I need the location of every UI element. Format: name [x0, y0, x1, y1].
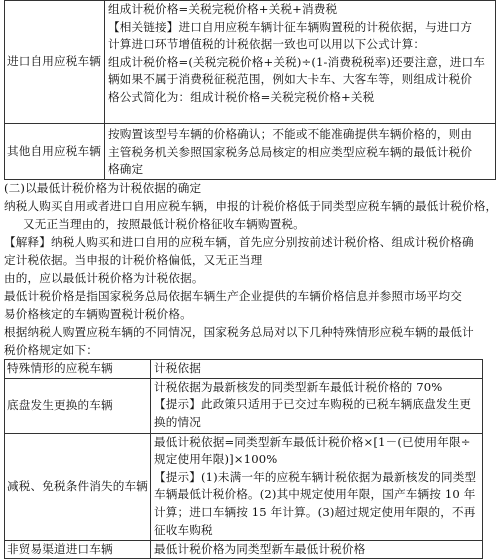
text-line: 主管税务机关参照国家税务总局核定的相应类型应税车辆的最低计税价 — [108, 144, 473, 159]
row-content-exemption — [151, 433, 483, 540]
text-line: 计算；进口车辆按 15 年计算。(3)超过规定使用年限的，不再 — [154, 504, 476, 519]
text-line: 【提示】此政策只适用于已交过车购税的已税车辆底盘发生更 — [154, 397, 472, 412]
paragraph-line: 易价格核定的车辆购置税计税价格。 — [4, 307, 192, 321]
paragraph-line: 根据纳税人购置应税车辆的不同情况，国家税务总局对以下几种特殊情形应税车辆的最低计 — [4, 325, 474, 339]
paragraph-line: 【解释】纳税人购买和进口自用的应税车辆，首先应分别按前述计税价格、组成计税价格确 — [4, 235, 474, 249]
special-vehicle-min-price-table — [4, 359, 483, 559]
header-vehicle-type: 特殊情形的应税车辆 — [5, 360, 151, 379]
text-line: 最低计税依据=同类型新车最低计税价格×[1－(已使用年限÷ — [154, 434, 471, 449]
text-line: 征收车购税 — [154, 522, 213, 537]
text-line: 辆如果不属于消费税征税范围，例如大卡车、大客车等，则组成计税价 — [108, 72, 473, 87]
text-line: 最低计税价格为同类型新车最低计税价格 — [154, 541, 366, 556]
text-line: 按购置该型号车辆的价格确认；不能或不能准确提供车辆价格的，则由 — [108, 127, 473, 141]
text-line: 换的情况 — [154, 414, 201, 429]
table-row — [5, 540, 483, 559]
row-content-nontrade — [151, 540, 483, 559]
text-line: 格确定 — [108, 162, 144, 177]
text-line: 组成计税价格=关税完税价格+关税+消费税 — [108, 2, 338, 16]
vehicle-tax-basis-table — [4, 0, 496, 180]
row-label-chassis: 底盘发生更换的车辆 — [5, 378, 151, 433]
paragraph-line: 纳税人购买自用或者进口自用应税车辆，申报的计税价格低于同类型应税车辆的最低计税价格， — [4, 199, 498, 213]
table-header-row — [5, 360, 483, 379]
row-content-other — [105, 124, 496, 180]
text-line: 格公式简化为：组成计税价格=关税完税价格+关税 — [108, 89, 375, 104]
text-line: 组成计税价格=(关税完税价格+关税)÷(1-消费税税率)还要注意，进口车 — [108, 54, 485, 69]
row-label-imported: 进口自用应税车辆 — [5, 1, 105, 124]
header-tax-basis: 计税依据 — [151, 360, 483, 379]
text-line: 计税依据为最新核发的同类型新车最低计税价格的 70% — [154, 379, 443, 394]
paragraph-line: 又无正当理由的，按照最低计税价格征收车辆购置税。 — [23, 217, 305, 231]
text-line: 计算进口环节增值税的计税依据一致也可以用以下公式计算： — [108, 37, 426, 52]
text-line: 【相关链接】进口自用应税车辆计征车辆购置税的计税依据，与进口方 — [108, 19, 473, 34]
paragraph-line: 税价格规定如下： — [4, 343, 98, 357]
table-row — [5, 124, 496, 180]
text-line: 车辆最低计税价格。(2)其中规定使用年限，国产车辆按 10 年 — [154, 487, 476, 502]
row-content-imported — [105, 1, 496, 124]
paragraph-line: 由的，应以最低计税价格为计税依据。 — [4, 271, 204, 285]
section-heading: (二)以最低计税价格为计税依据的确定 — [4, 181, 202, 195]
paragraph-line: 定计税依据。当申报的计税价格偏低，又无正当理 — [4, 253, 263, 267]
paragraph-line: 最低计税价格是指国家税务总局依据车辆生产企业提供的车辆价格信息并参照市场平均交 — [4, 289, 463, 303]
table-row — [5, 378, 483, 433]
row-content-chassis — [151, 378, 483, 433]
row-label-nontrade: 非贸易渠道进口车辆 — [5, 540, 151, 559]
row-label-other: 其他自用应税车辆 — [5, 124, 105, 180]
table-row — [5, 433, 483, 540]
row-label-exemption: 减税、免税条件消失的车辆 — [5, 433, 151, 540]
text-line: 规定使用年限)]×100% — [154, 452, 278, 467]
table-row — [5, 1, 496, 124]
text-line: 【提示】(1)未满一年的应税车辆计税依据为最新核发的同类型 — [154, 469, 477, 484]
